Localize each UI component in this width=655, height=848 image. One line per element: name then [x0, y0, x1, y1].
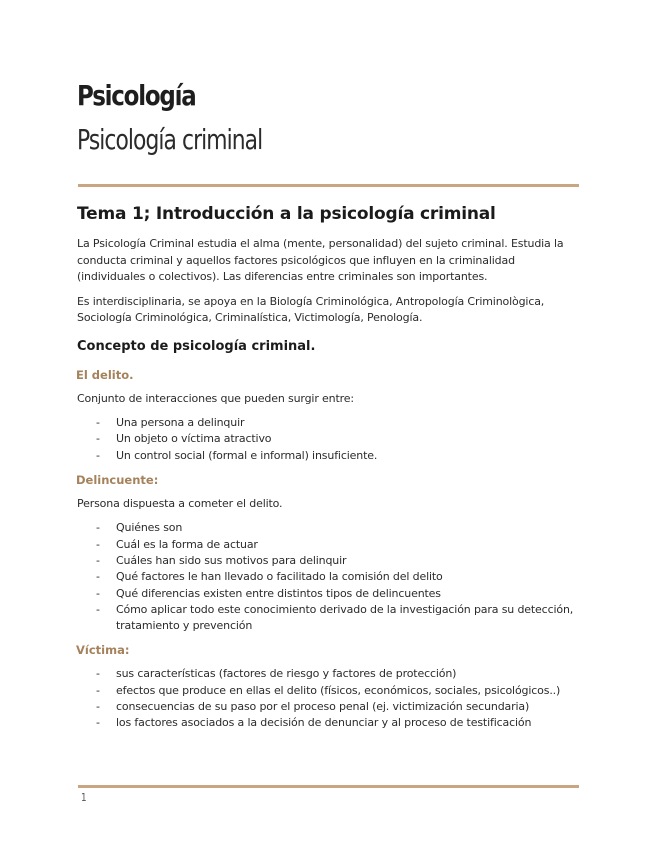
- header-divider: [78, 184, 579, 187]
- list-item: - Un control social (formal e informal) insuficiente.: [77, 448, 582, 464]
- footer-divider: [78, 785, 579, 788]
- list-item: - Quiénes son: [77, 520, 582, 536]
- section-heading-tema: Tema 1; Introducción a la psicología criminal: [77, 204, 496, 224]
- paragraph: Persona dispuesta a cometer el delito.: [77, 496, 283, 510]
- document-title: Psicología: [77, 79, 196, 112]
- paragraph: La Psicología Criminal estudia el alma (mente, personalidad) del sujeto criminal. Estudia la conducta criminal y aquellos factores psicológicos que influyen en la criminalidad (individuales o colectivos). Las diferencias entre criminales son importantes.: [77, 237, 564, 283]
- subheading-delincuente: Delincuente:: [76, 472, 159, 487]
- list-item: - efectos que produce en ellas el delito (físicos, económicos, sociales, psicológicos..): [77, 683, 582, 699]
- page-number: 1: [81, 791, 87, 804]
- list-item: - sus características (factores de riesgo y factores de protección): [77, 666, 582, 682]
- document-body: [77, 202, 582, 736]
- subheading-delito: El delito.: [76, 367, 134, 382]
- list-item: - Qué diferencias existen entre distintos tipos de delincuentes: [77, 586, 582, 602]
- list-item: - Una persona a delinquir: [77, 415, 582, 431]
- section-heading-concepto: Concepto de psicología criminal.: [77, 338, 316, 354]
- list-item: - Cuál es la forma de actuar: [77, 537, 582, 553]
- delincuente-list: [77, 520, 582, 634]
- list-item: - consecuencias de su paso por el proceso penal (ej. victimización secundaria): [77, 699, 582, 715]
- list-item: - Qué factores le han llevado o facilitado la comisión del delito: [77, 569, 582, 585]
- paragraph: Es interdisciplinaria, se apoya en la Biología Criminológica, Antropología Criminològica, Sociología Criminológica, Criminalística, Victimología, Penología.: [77, 294, 545, 324]
- document-subtitle: Psicología criminal: [77, 123, 263, 156]
- list-item: - Cómo aplicar todo este conocimiento derivado de la investigación para su detección, tratamiento y prevención: [77, 602, 582, 635]
- subheading-victima: Víctima:: [76, 643, 130, 658]
- victima-list: [77, 666, 582, 731]
- list-item: - Un objeto o víctima atractivo: [77, 431, 582, 447]
- paragraph: Conjunto de interacciones que pueden surgir entre:: [77, 391, 354, 405]
- list-item: - Cuáles han sido sus motivos para delinquir: [77, 553, 582, 569]
- delito-list: [77, 415, 582, 464]
- list-item: - los factores asociados a la decisión de denunciar y al proceso de testificación: [77, 715, 582, 731]
